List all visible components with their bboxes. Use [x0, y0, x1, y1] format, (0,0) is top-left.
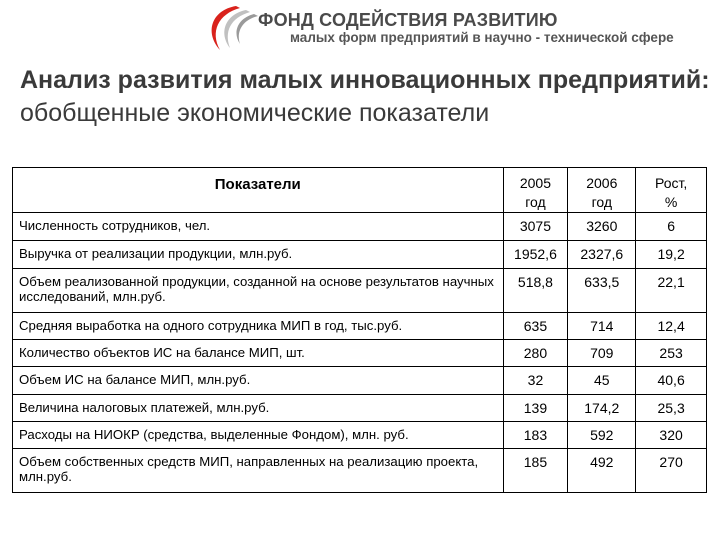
header-2006-year: 2006	[586, 175, 618, 191]
table-row	[13, 269, 707, 313]
header-growth-unit: %	[664, 194, 678, 210]
header-2006	[568, 168, 636, 213]
table-row	[13, 367, 707, 395]
table-row	[13, 241, 707, 269]
indicators-table	[12, 167, 707, 493]
row-label: Средняя выработка на одного сотрудника МИП в год, тыс.руб.	[13, 313, 504, 340]
row-label: Выручка от реализации продукции, млн.руб.	[13, 241, 504, 269]
slide-title	[20, 64, 710, 130]
table-row	[13, 395, 707, 422]
row-label: Объем собственных средств МИП, направленных на реализацию проекта, млн.руб.	[13, 449, 504, 493]
row-label: Величина налоговых платежей, млн.руб.	[13, 395, 504, 422]
row-growth: 270	[636, 449, 707, 493]
row-growth: 40,6	[636, 367, 707, 395]
row-label: Объем реализованной продукции, созданной на основе результатов научных исследований, млн.руб.	[13, 269, 504, 313]
logo-subtitle: малых форм предприятий в научно - технической сфере	[290, 30, 674, 45]
row-value-2006: 45	[568, 367, 636, 395]
header-growth	[636, 168, 707, 213]
row-label: Расходы на НИОКР (средства, выделенные Фондом), млн. руб.	[13, 422, 504, 449]
row-value-2006: 714	[568, 313, 636, 340]
table-row	[13, 449, 707, 493]
row-growth: 12,4	[636, 313, 707, 340]
logo-title: ФОНД СОДЕЙСТВИЯ РАЗВИТИЮ	[258, 10, 558, 30]
header-indicator: Показатели	[13, 168, 504, 213]
row-value-2006: 492	[568, 449, 636, 493]
table-row	[13, 340, 707, 367]
row-value-2005: 32	[503, 367, 568, 395]
row-value-2005: 518,8	[503, 269, 568, 313]
row-growth: 320	[636, 422, 707, 449]
row-label: Количество объектов ИС на балансе МИП, шт.	[13, 340, 504, 367]
row-growth: 6	[636, 213, 707, 241]
row-value-2005: 185	[503, 449, 568, 493]
row-growth: 25,3	[636, 395, 707, 422]
header-2005-year: 2005	[519, 175, 552, 191]
row-value-2006: 3260	[568, 213, 636, 241]
row-value-2005: 1952,6	[503, 241, 568, 269]
row-value-2006: 633,5	[568, 269, 636, 313]
row-value-2005: 139	[503, 395, 568, 422]
row-value-2006: 592	[568, 422, 636, 449]
row-growth: 19,2	[636, 241, 707, 269]
table-header-row	[13, 168, 707, 213]
row-label: Численность сотрудников, чел.	[13, 213, 504, 241]
row-growth: 253	[636, 340, 707, 367]
row-value-2006: 174,2	[568, 395, 636, 422]
row-growth: 22,1	[636, 269, 707, 313]
header-2005-unit: год	[525, 194, 546, 210]
header-2005	[503, 168, 568, 213]
row-value-2006: 709	[568, 340, 636, 367]
fund-logo	[196, 2, 716, 54]
slide-title-bold: Анализ развития малых инновационных предприятий:	[20, 66, 710, 94]
table-row	[13, 213, 707, 241]
slide-title-rest: обобщенные экономические показатели	[20, 99, 490, 127]
row-value-2006: 2327,6	[568, 241, 636, 269]
logo-swoosh-icon	[196, 2, 266, 54]
row-value-2005: 183	[503, 422, 568, 449]
row-label: Объем ИС на балансе МИП, млн.руб.	[13, 367, 504, 395]
table-row	[13, 313, 707, 340]
row-value-2005: 280	[503, 340, 568, 367]
table-row	[13, 422, 707, 449]
header-growth-label: Рост,	[654, 175, 688, 191]
row-value-2005: 3075	[503, 213, 568, 241]
row-value-2005: 635	[503, 313, 568, 340]
header-2006-unit: год	[591, 194, 613, 210]
